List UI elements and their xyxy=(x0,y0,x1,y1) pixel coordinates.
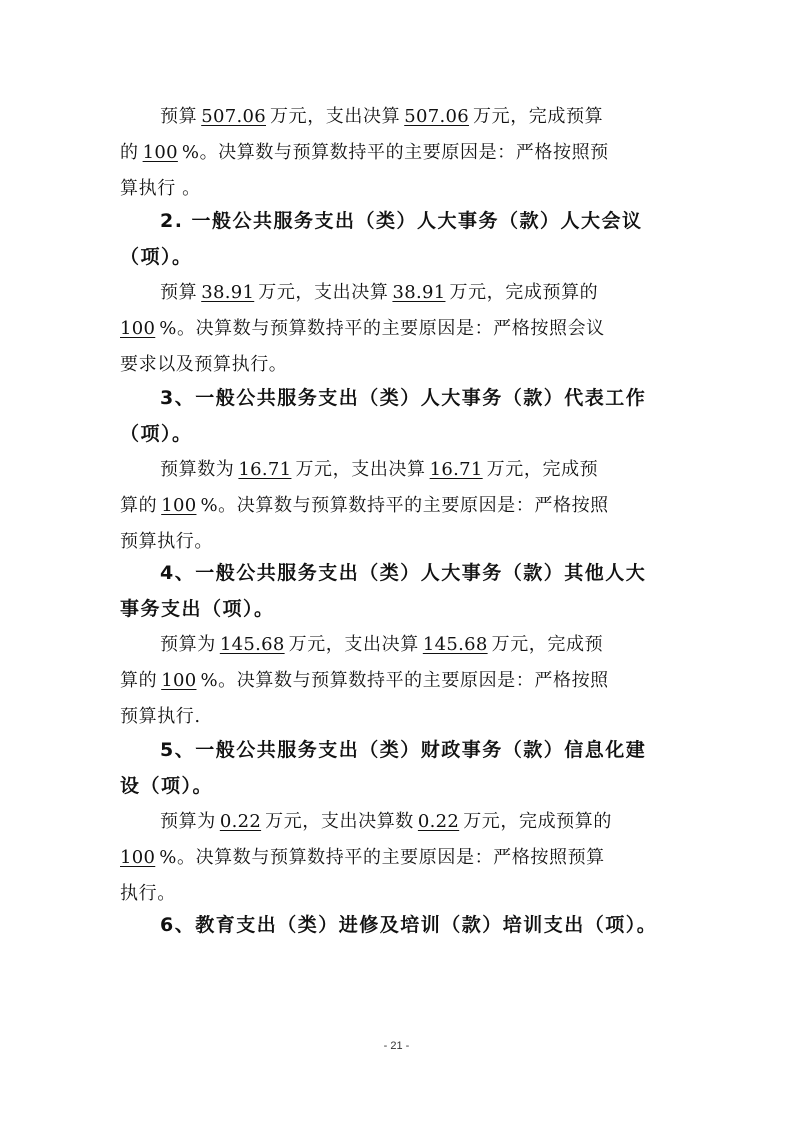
text: 预算为 xyxy=(160,811,216,832)
text: 预算执行. xyxy=(120,706,201,727)
text: 的 xyxy=(120,142,139,163)
actual-value: 38.91 xyxy=(392,282,446,303)
text: 执行。 xyxy=(120,883,176,904)
text: %。决算数与预算数持平的主要原因是：严格按照预 xyxy=(181,142,609,163)
budget-value: 507.06 xyxy=(201,106,266,127)
p4-line1 xyxy=(160,628,675,662)
text: %。决算数与预算数持平的主要原因是：严格按照 xyxy=(200,495,609,516)
text: 万元，完成预 xyxy=(486,459,599,480)
section-heading-4: 4、一般公共服务支出（类）人大事务（款）其他人大 xyxy=(160,562,647,584)
text: 预算执行。 xyxy=(120,531,213,552)
text: 万元，支出决算 xyxy=(295,459,426,480)
text: 算的 xyxy=(120,670,158,691)
p1-line1 xyxy=(160,100,675,134)
p3-line2 xyxy=(120,489,675,523)
p5-line2 xyxy=(120,841,675,875)
text: 要求以及预算执行。 xyxy=(120,354,288,375)
text: 预算 xyxy=(160,106,198,127)
actual-value: 16.71 xyxy=(429,459,483,480)
text: 预算 xyxy=(160,282,198,303)
completion-value: 100 xyxy=(161,495,197,516)
text: 万元，完成预算的 xyxy=(449,282,599,303)
page-number: - 21 - xyxy=(383,1040,410,1052)
text: 预算为 xyxy=(160,634,216,655)
section-heading-4-cont: 事务支出（项）。 xyxy=(120,598,275,620)
p1-line2 xyxy=(120,136,675,170)
budget-value: 0.22 xyxy=(219,811,262,832)
section-heading-3: 3、一般公共服务支出（类）人大事务（款）代表工作 xyxy=(160,387,647,409)
text: 万元，支出决算 xyxy=(288,634,419,655)
section-heading-5: 5、一般公共服务支出（类）财政事务（款）信息化建 xyxy=(160,739,647,761)
actual-value: 0.22 xyxy=(417,811,460,832)
text: 算执行 。 xyxy=(120,178,201,199)
budget-value: 38.91 xyxy=(201,282,255,303)
p5-line3 xyxy=(120,877,675,911)
p2-line3 xyxy=(120,348,675,382)
budget-value: 145.68 xyxy=(219,634,285,655)
section-heading-2: 2. 一般公共服务支出（类）人大事务（款）人大会议 xyxy=(160,210,643,232)
text: 万元，支出决算 xyxy=(270,106,401,127)
text: 万元，完成预算的 xyxy=(463,811,612,832)
text: %。决算数与预算数持平的主要原因是：严格按照会议 xyxy=(159,318,605,339)
p3-line3 xyxy=(120,525,675,559)
text: 预算数为 xyxy=(160,459,235,480)
p5-line1 xyxy=(160,805,675,839)
completion-value: 100 xyxy=(161,670,197,691)
text: 万元，支出决算数 xyxy=(265,811,414,832)
actual-value: 145.68 xyxy=(422,634,488,655)
text: 万元，支出决算 xyxy=(258,282,389,303)
text: 算的 xyxy=(120,495,158,516)
section-heading-5-cont: 设（项）。 xyxy=(120,775,214,797)
p4-line3 xyxy=(120,700,675,734)
completion-value: 100 xyxy=(120,847,156,868)
p2-line2 xyxy=(120,312,675,346)
text: %。决算数与预算数持平的主要原因是：严格按照 xyxy=(200,670,609,691)
completion-value: 100 xyxy=(120,318,156,339)
section-heading-3-cont: （项）。 xyxy=(120,423,193,445)
p1-line3 xyxy=(120,172,675,206)
section-heading-6: 6、教育支出（类）进修及培训（款）培训支出（项）。 xyxy=(160,914,658,936)
budget-value: 16.71 xyxy=(238,459,292,480)
p4-line2 xyxy=(120,664,675,698)
p2-line1 xyxy=(160,276,675,310)
section-heading-2-cont: （项）。 xyxy=(120,246,193,268)
completion-value: 100 xyxy=(142,142,178,163)
text: 万元，完成预算 xyxy=(473,106,604,127)
p3-line1 xyxy=(160,453,675,487)
text: 万元，完成预 xyxy=(491,634,604,655)
actual-value: 507.06 xyxy=(404,106,469,127)
text: %。决算数与预算数持平的主要原因是：严格按照预算 xyxy=(159,847,605,868)
